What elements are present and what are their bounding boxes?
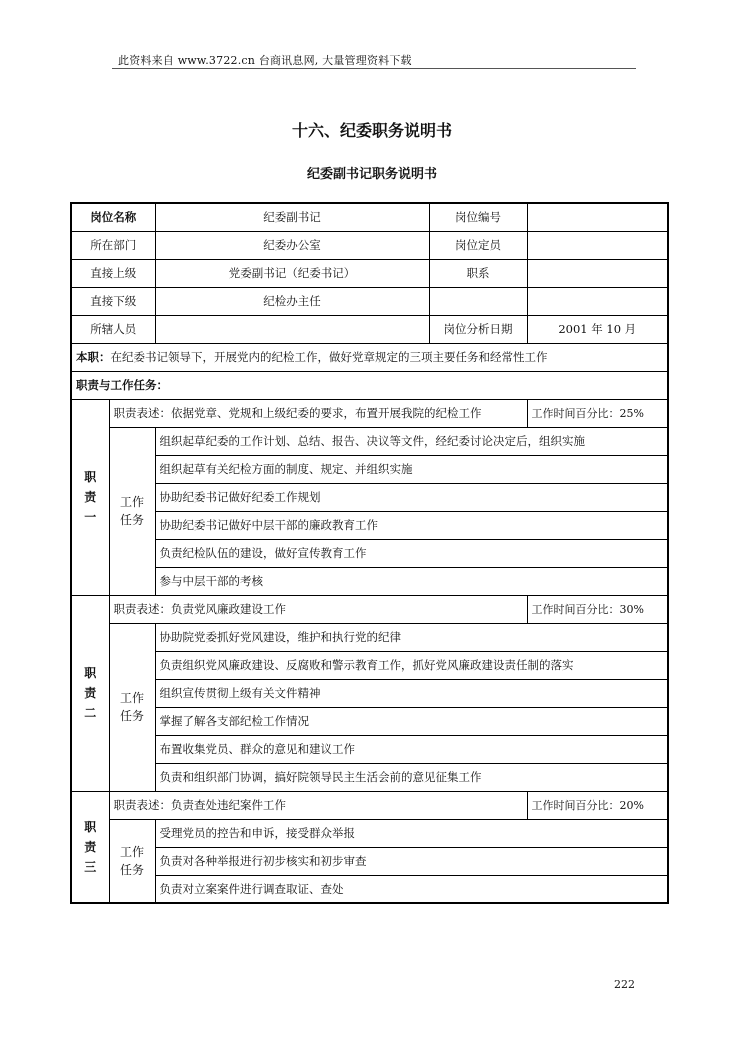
duty-label: 职 责 三 <box>71 791 109 903</box>
superior-label: 直接上级 <box>71 259 155 287</box>
duty-time-percent: 工作时间百分比：25% <box>527 399 668 427</box>
task-item: 负责对各种举报进行初步核实和初步审查 <box>155 847 668 875</box>
task-item: 组织起草纪委的工作计划、总结、报告、决议等文件，经纪委讨论决定后，组织实施 <box>155 427 668 455</box>
duty-time-percent: 工作时间百分比：20% <box>527 791 668 819</box>
main-title: 十六、纪委职务说明书 <box>291 121 452 140</box>
staff-label: 所辖人员 <box>71 315 155 343</box>
duties-heading: 职责与工作任务： <box>71 371 668 399</box>
headcount-value <box>527 231 668 259</box>
superior-value: 党委副书记（纪委书记） <box>155 259 429 287</box>
task-item: 参与中层干部的考核 <box>155 567 668 595</box>
core-duty-text: 在纪委书记领导下，开展党内的纪检工作，做好党章规定的三项主要任务和经常性工作 <box>110 350 548 364</box>
task-item: 受理党员的控告和申诉，接受群众举报 <box>155 819 668 847</box>
duty-statement: 职责表述：负责查处违纪案件工作 <box>109 791 527 819</box>
task-item: 协助纪委书记做好纪委工作规划 <box>155 483 668 511</box>
job-description-table <box>70 202 669 904</box>
core-duty-label: 本职： <box>76 350 111 364</box>
work-task-label: 工作 任务 <box>109 427 155 595</box>
position-name-value: 纪委副书记 <box>155 203 429 231</box>
task-item: 组织起草有关纪检方面的制度、规定、并组织实施 <box>155 455 668 483</box>
duty-label: 职 责 一 <box>71 399 109 595</box>
task-item: 布置收集党员、群众的意见和建议工作 <box>155 735 668 763</box>
department-label: 所在部门 <box>71 231 155 259</box>
duty-label: 职 责 二 <box>71 595 109 791</box>
department-value: 纪委办公室 <box>155 231 429 259</box>
core-duty-row <box>71 343 668 371</box>
work-task-label: 工作 任务 <box>109 623 155 791</box>
task-item: 组织宣传贯彻上级有关文件精神 <box>155 679 668 707</box>
task-item: 负责组织党风廉政建设、反腐败和警示教育工作，抓好党风廉政建设责任制的落实 <box>155 651 668 679</box>
task-item: 掌握了解各支部纪检工作情况 <box>155 707 668 735</box>
subordinate-extra-cell <box>429 287 527 315</box>
work-task-label: 工作 任务 <box>109 819 155 903</box>
staff-value <box>155 315 429 343</box>
job-family-label: 职系 <box>429 259 527 287</box>
duty-statement: 职责表述：负责党风廉政建设工作 <box>109 595 527 623</box>
analysis-date-value: 2001 年 10 月 <box>527 315 668 343</box>
analysis-date-label: 岗位分析日期 <box>429 315 527 343</box>
subordinate-extra-value <box>527 287 668 315</box>
position-name-label: 岗位名称 <box>71 203 155 231</box>
duty-statement: 职责表述：依据党章、党规和上级纪委的要求，布置开展我院的纪检工作 <box>109 399 527 427</box>
position-no-label: 岗位编号 <box>429 203 527 231</box>
subordinate-value: 纪检办主任 <box>155 287 429 315</box>
task-item: 协助院党委抓好党风建设，维护和执行党的纪律 <box>155 623 668 651</box>
position-no-value <box>527 203 668 231</box>
task-item: 负责对立案案件进行调查取证、查处 <box>155 875 668 903</box>
sub-title: 纪委副书记职务说明书 <box>306 167 437 182</box>
header-rule <box>112 68 636 69</box>
task-item: 协助纪委书记做好中层干部的廉政教育工作 <box>155 511 668 539</box>
page-number: 222 <box>614 978 635 991</box>
headcount-label: 岗位定员 <box>429 231 527 259</box>
job-family-value <box>527 259 668 287</box>
task-item: 负责纪检队伍的建设，做好宣传教育工作 <box>155 539 668 567</box>
task-item: 负责和组织部门协调，搞好院领导民主生活会前的意见征集工作 <box>155 763 668 791</box>
duty-time-percent: 工作时间百分比：30% <box>527 595 668 623</box>
subordinate-label: 直接下级 <box>71 287 155 315</box>
page-header-source: 此资料来自 www.3722.cn 台商讯息网, 大量管理资料下载 <box>118 54 412 67</box>
